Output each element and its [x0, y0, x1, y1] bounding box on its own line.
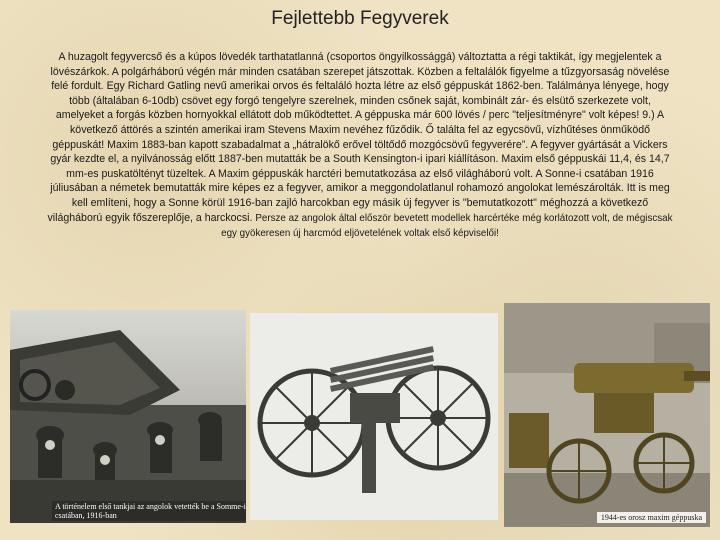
gatling-gun-photo [250, 313, 498, 520]
main-paragraph: A huzagolt fegyvercső és a kúpos lövedék tarthatatlanná (csoportos öngyilkossággá) változtatta a régi taktikát, így megjelentek a lövészárkok. A polgárháború végén már minden csatában szerepet játszottak. Közben a feltalálók figyelme a tűzgyorsaság növelése felé fordult. Egy Richard Gatling nevű amerikai orvos és feltaláló hozta létre az első géppuskát 1862-ben. Találmánya lényege, hogy több (általában 6-10db) csövet egy forgó tengelyre szerelnek, minden csőnek saját, kombinált zár- és elsütő szerkezete volt, amelyeket a forgás közben hornyokkal ellátott dob működtettet. A géppuska már 600 lövés / perc "teljesítményre" volt képes! 9.) A következő áttörés a szintén amerikai iram Stevens Maxim nevéhez fűződik. Ő találta fel az egycsövű, vízhűtéses önműködő géppuskát! Maxim 1883-ban kapott szabadalmat a „hátralökő erővel töltődő mozgócsövű fegyverére”. A fegyver gyártását a Vickers gyár kezdte el, a nyilvánosság előtt 1887-ben mutatták be a South Kensington-i ipari kiállításon. Maxim első géppuskái 11,4, és 14,7 mm-es puskatöltényt tüzeltek. A Maxim géppuskák harctéri bemutatkozása az első világháború volt. A Sonne-i csatában 1916 júliusában a németek bemutatták mire képes ez a fegyver, amikor a meggondolatlanul rohamozó angolokat lemészárolták. Itt is meg kell említeni, hogy a Sonne körül 1916-ban zajló harcokban egy másik új fegyver is "bemutatkozott" méghozzá a következő világháború egyik főszereplője, a harckocsi. [47, 51, 670, 224]
maxim-gun-photo [504, 303, 710, 527]
small-paragraph: Persze az angolok által először bevetett modellek harcértéke még korlátozott volt, de mégiscsak egy gyökeresen új harcmód eljövetelének voltak első képviselői! [221, 212, 673, 240]
ww1-tank-photo [10, 310, 246, 523]
body-text [44, 50, 676, 242]
maxim-gun-caption: 1944-es orosz maxim géppuska [597, 512, 706, 523]
page-title: Fejlettebb Fegyverek [271, 8, 449, 29]
ww1-tank-caption: A történelem első tankjai az angolok vetették be a Somme-i csatában, 1916-ban [52, 501, 246, 521]
